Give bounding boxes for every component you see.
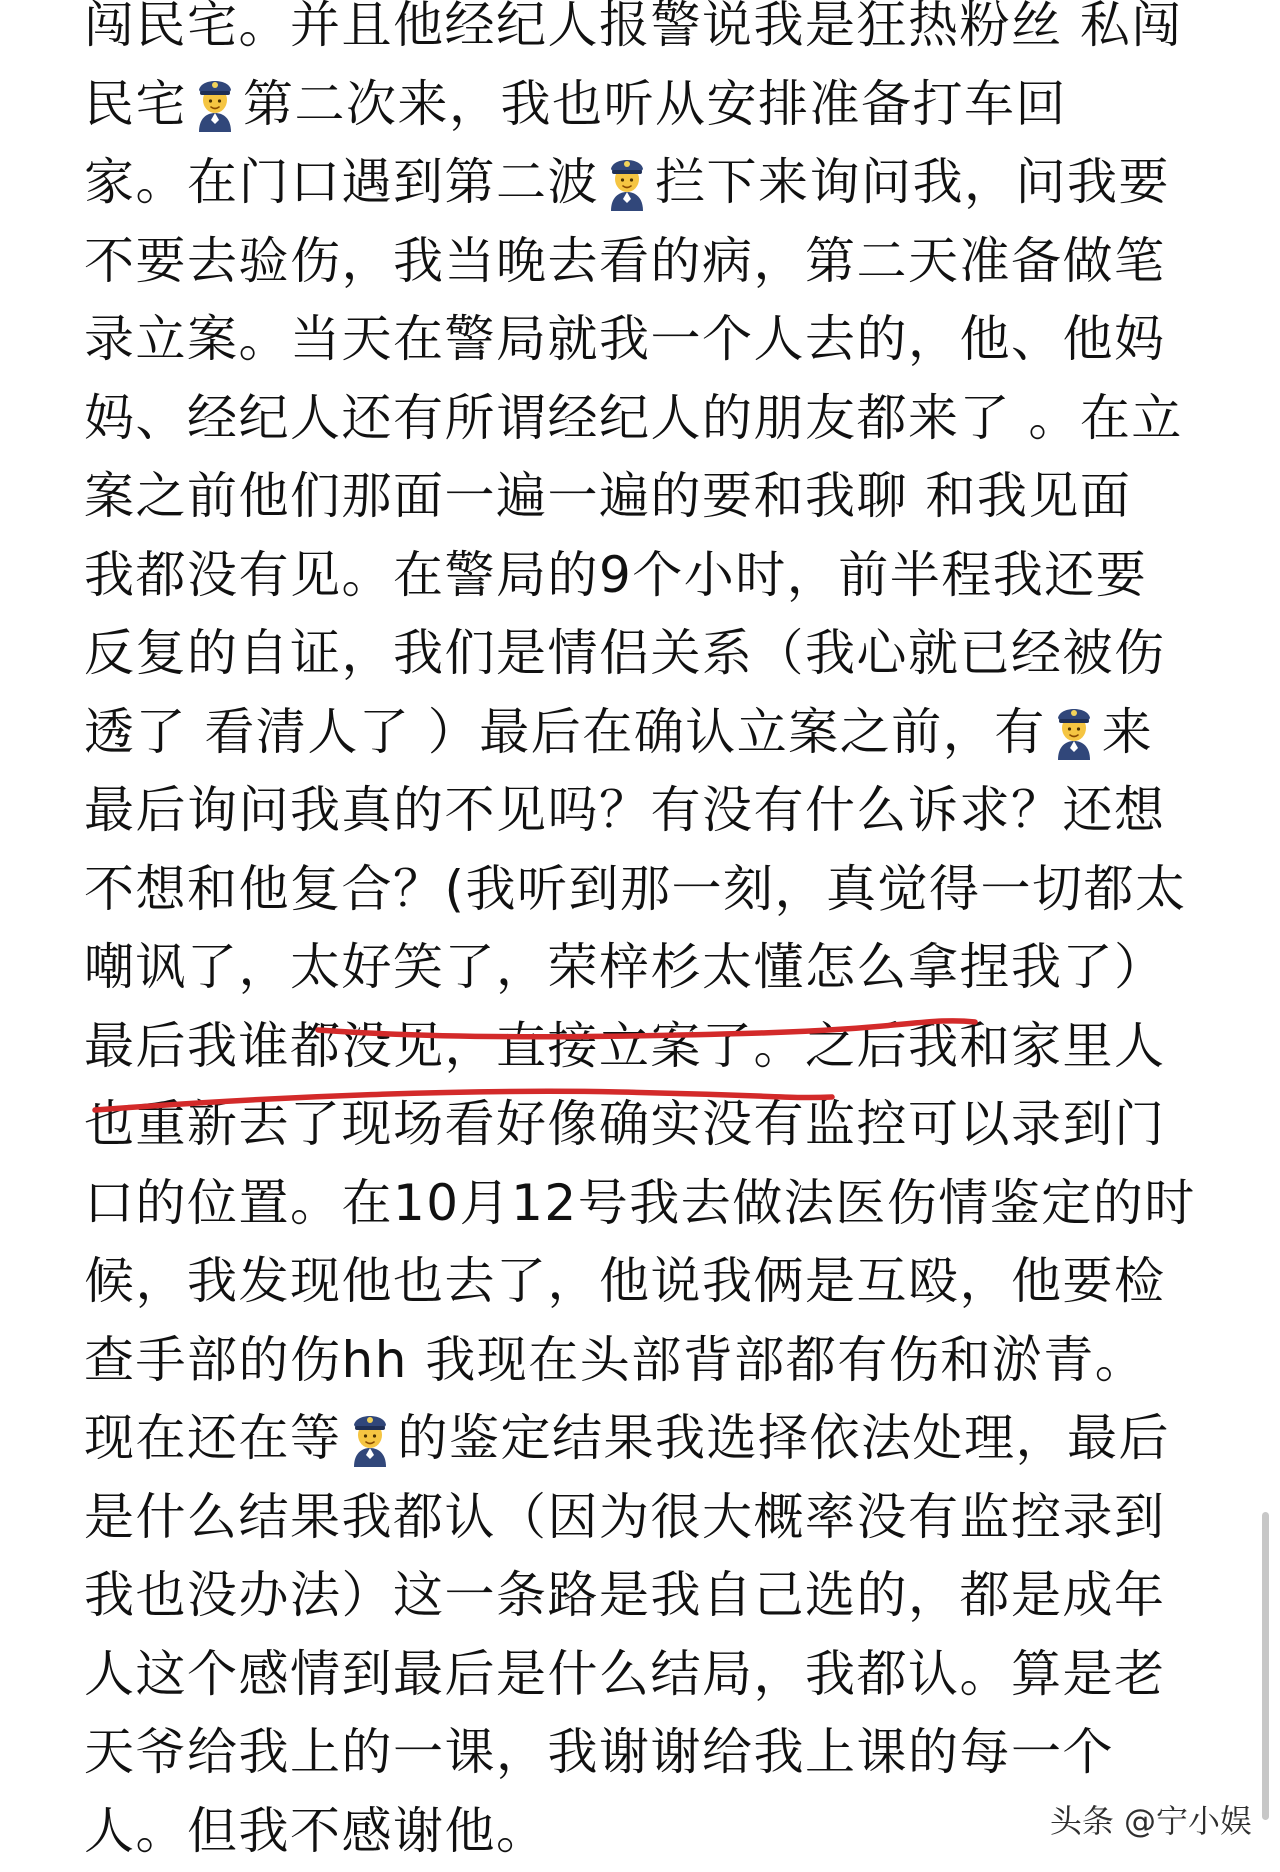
text-segment: 民宅 <box>84 74 187 133</box>
text-line <box>84 614 1204 693</box>
text-segment: 透了 看清人了 ）最后在确认立案之前，有 <box>84 702 1046 761</box>
police-officer-icon <box>1050 702 1098 760</box>
text-line <box>84 300 1204 379</box>
text-segment: 人。但我不感谢他。 <box>84 1801 548 1860</box>
police-officer-icon <box>346 1409 394 1467</box>
text-segment: 不要去验伤，我当晚去看的病，第二天准备做笔 <box>84 231 1166 290</box>
text-segment: 嘲讽了，太好笑了，荣梓杉太懂怎么拿捏我了） <box>84 938 1166 996</box>
text-segment: 人这个感情到最后是什么结局，我都认。算是老 <box>84 1644 1166 1703</box>
watermark: 头条 @宁小娱 <box>1049 1802 1252 1840</box>
text-line <box>84 457 1204 536</box>
text-line <box>84 693 1204 772</box>
text-line <box>84 1478 1204 1557</box>
text-segment: 来 <box>1101 702 1154 761</box>
text-segment: 最后询问我真的不见吗？有没有什么诉求？还想 <box>84 781 1166 839</box>
scrollbar[interactable] <box>1262 1512 1269 1820</box>
text-segment: 也重新去了现场看好像确实没有监控可以录到门 <box>84 1095 1166 1153</box>
text-line <box>84 1321 1204 1400</box>
text-segment: 反复的自证，我们是情侣关系（我心就已经被伤 <box>84 624 1166 682</box>
police-officer-icon <box>603 153 651 211</box>
post-body <box>84 0 1204 1870</box>
text-line <box>84 1399 1204 1478</box>
text-segment: 拦下来询问我，问我要 <box>655 153 1170 211</box>
text-segment: 候，我发现他也去了，他说我俩是互殴，他要检 <box>84 1252 1166 1310</box>
text-line <box>84 1556 1204 1635</box>
text-line <box>84 379 1204 458</box>
text-segment: 案之前他们那面一遍一遍的要和我聊 和我见面 <box>84 467 1132 525</box>
text-segment: 查手部的伤hh 我现在头部背部都有伤和淤青。 <box>84 1330 1147 1389</box>
text-segment: 不想和他复合？(我听到那一刻，真觉得一切都太 <box>84 859 1187 918</box>
text-line <box>84 0 1204 65</box>
text-line <box>84 65 1204 144</box>
text-segment: 是什么结果我都认（因为很大概率没有监控录到 <box>84 1487 1166 1546</box>
text-segment: 我都没有见。在警局的9个小时，前半程我还要 <box>84 545 1148 604</box>
text-line <box>84 1007 1204 1086</box>
text-line <box>84 1164 1204 1243</box>
text-segment: 家。在门口遇到第二波 <box>84 153 599 211</box>
text-segment: 第二次来，我也听从安排准备打车回 <box>243 74 1067 133</box>
text-line <box>84 850 1204 929</box>
text-line <box>84 143 1204 222</box>
police-officer-icon <box>191 74 239 132</box>
text-segment: 闯民宅。并且他经纪人报警说我是狂热粉丝 私闯 <box>84 0 1183 54</box>
text-line <box>84 771 1204 850</box>
text-line <box>84 1635 1204 1714</box>
text-segment: 我也没办法）这一条路是我自己选的，都是成年 <box>84 1566 1166 1624</box>
text-line <box>84 1713 1204 1792</box>
text-segment: 录立案。当天在警局就我一个人去的，他、他妈 <box>84 310 1166 368</box>
text-line <box>84 928 1204 1007</box>
text-line <box>84 1085 1204 1164</box>
text-line <box>84 1242 1204 1321</box>
text-segment: 妈、经纪人还有所谓经纪人的朋友都来了 。在立 <box>84 388 1183 447</box>
text-segment: 现在还在等 <box>84 1409 342 1467</box>
text-line <box>84 222 1204 301</box>
text-segment: 天爷给我上的一课，我谢谢给我上课的每一个 <box>84 1723 1114 1781</box>
text-line <box>84 536 1204 615</box>
text-segment: 最后我谁都没见，直接立案了。之后我和家里人 <box>84 1016 1166 1075</box>
text-line <box>84 1792 1204 1871</box>
text-segment: 的鉴定结果我选择依法处理，最后 <box>397 1409 1170 1467</box>
text-segment: 口的位置。在10月12号我去做法医伤情鉴定的时 <box>84 1173 1196 1232</box>
